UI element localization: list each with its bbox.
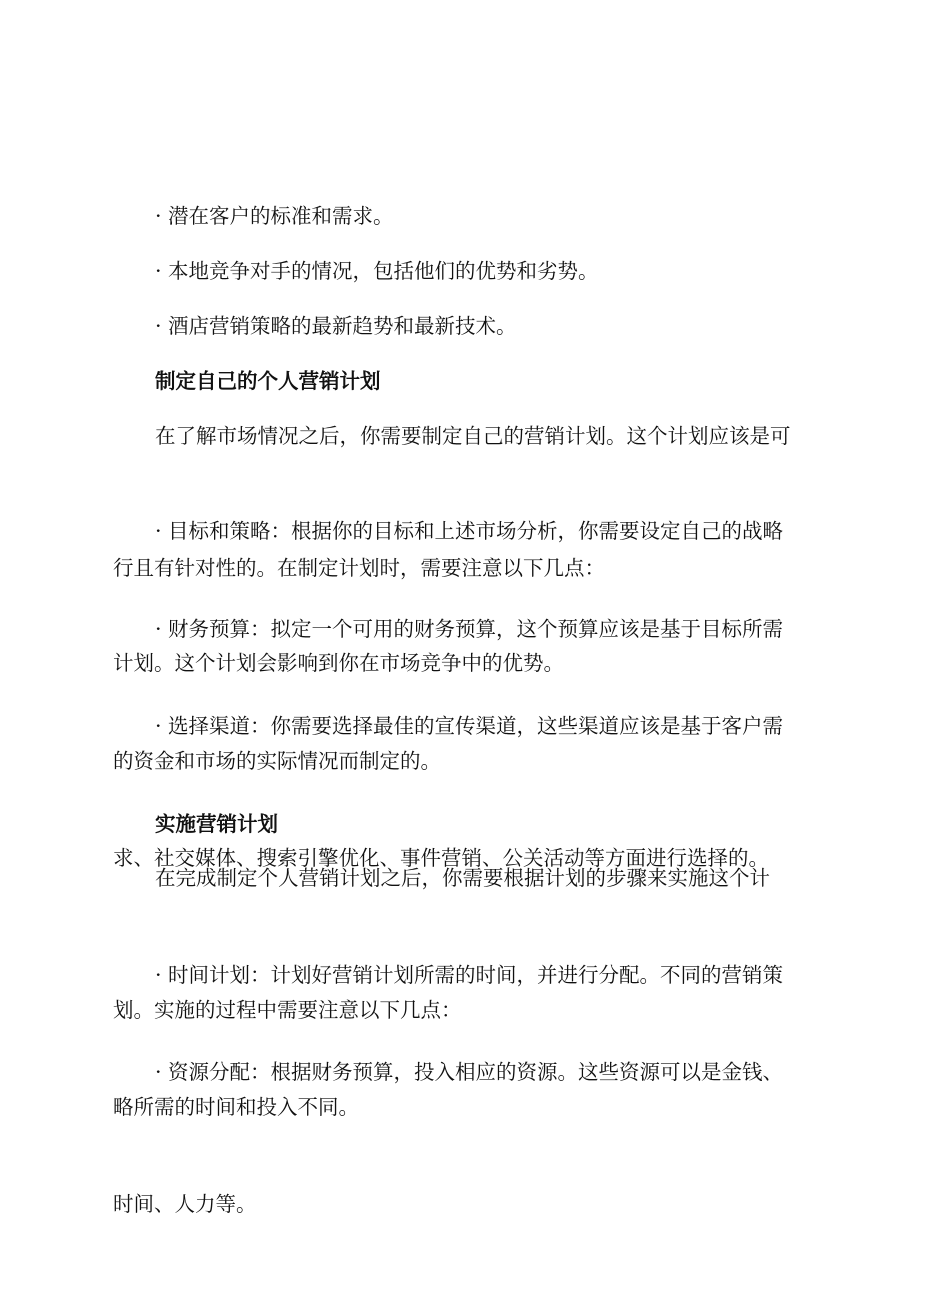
bullet-resource-allocation (113, 962, 835, 1314)
text-line: 时间、人力等。 (113, 1192, 257, 1216)
text-line: 的资金和市场的实际情况而制定的。 (113, 749, 441, 773)
text-line: · 财务预算：拟定一个可用的财务预算，这个预算应该是基于目标所需 (155, 617, 784, 641)
text-line: · 潜在客户的标准和需求。 (155, 204, 394, 228)
text-line: · 选择渠道：你需要选择最佳的宣传渠道，这些渠道应该是基于客户需 (155, 714, 784, 738)
text-line: · 时间计划：计划好营销计划所需的时间，并进行分配。不同的营销策 (155, 963, 784, 987)
text-line: 略所需的时间和投入不同。 (113, 1095, 359, 1119)
text-line: 求、社交媒体、搜索引擎优化、事件营销、公关活动等方面进行选择的。 (113, 846, 769, 870)
text-line: 计划。这个计划会影响到你在市场竞争中的优势。 (113, 651, 564, 675)
text-line: 在了解市场情况之后，你需要制定自己的营销计划。这个计划应该是可 (155, 424, 791, 448)
text-line: · 本地竞争对手的情况，包括他们的优势和劣势。 (155, 259, 599, 283)
text-line: 在完成制定个人营销计划之后，你需要根据计划的步骤来实施这个计 (155, 866, 770, 890)
text-line: 行且有针对性的。在制定计划时，需要注意以下几点： (113, 556, 605, 580)
text-line: · 资源分配：根据财务预算，投入相应的资源。这些资源可以是金钱、 (155, 1060, 784, 1084)
text-line: · 酒店营销策略的最新趋势和最新技术。 (155, 314, 517, 338)
heading-text: 制定自己的个人营销计划 (155, 369, 381, 393)
text-line: · 目标和策略：根据你的目标和上述市场分析，你需要设定自己的战略 (155, 519, 784, 543)
heading-text: 实施营销计划 (155, 812, 278, 836)
text-line: 划。实施的过程中需要注意以下几点： (113, 998, 462, 1022)
